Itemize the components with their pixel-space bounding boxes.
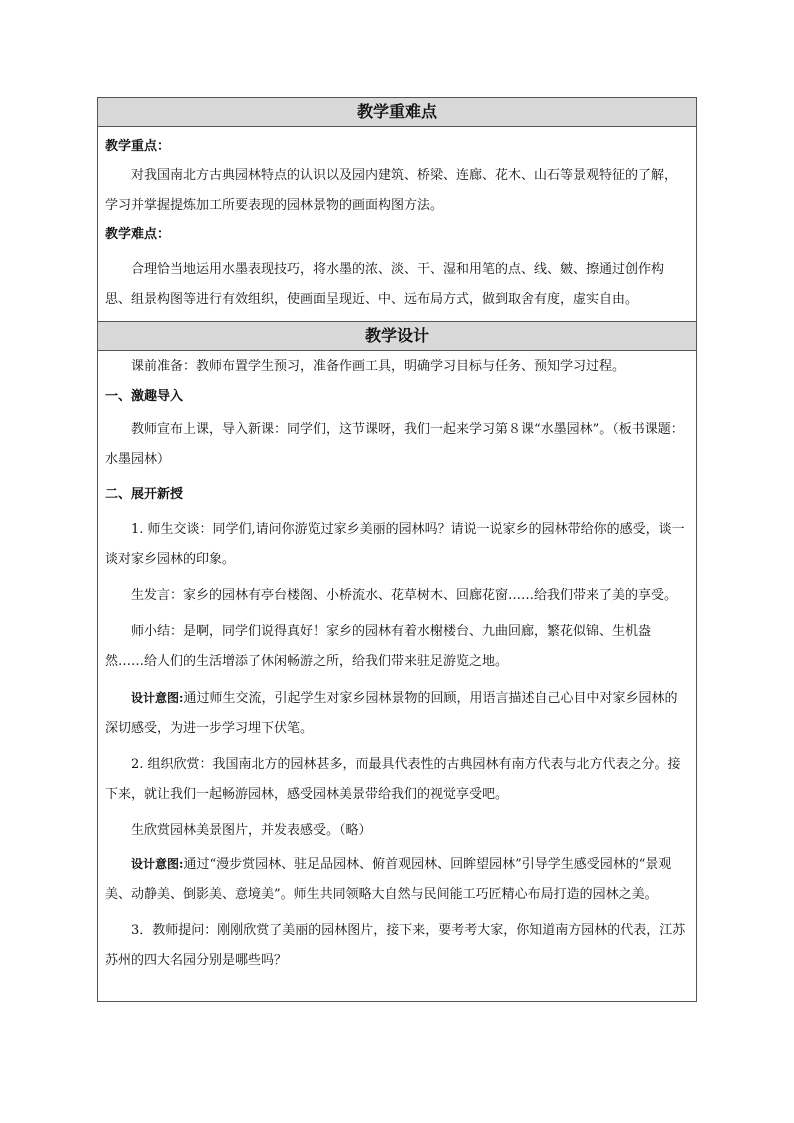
preparation-text: 课前准备：教师布置学生预习，准备作画工具，明确学习目标与任务、预知学习过程。 xyxy=(131,359,626,374)
key-points-text: 对我国南北方古典园林特点的认识以及园内建筑、桥梁、连廊、花木、山石等景观特征的了解，学习并掌握提炼加工所要表现的园林景物的画面构图方法。 xyxy=(105,168,678,213)
teaching-design-cell xyxy=(98,351,697,1002)
paragraph-teacher-question: 3．教师提问：刚刚欣赏了美丽的园林图片，接下来，要考考大家，你知道南方园林的代表，江苏苏州的四大名园分别是哪些吗？ xyxy=(105,923,686,968)
design-intent-label: 设计意图: xyxy=(131,857,184,871)
paragraph-appreciation: 2. 组织欣赏：我国南北方的园林甚多，而最具代表性的古典园林有南方代表与北方代表之分。接下来，就让我们一起畅游园林，感受园林美景带给我们的视觉享受吧。 xyxy=(105,757,681,802)
paragraph-view-pictures: 生欣赏园林美景图片，并发表感受。（略） xyxy=(131,823,372,838)
part1-heading: 一、激趣导入 xyxy=(105,389,184,404)
design-intent-label: 设计意图: xyxy=(131,691,184,705)
design-intent-text: 通过“漫步赏园林、驻足品园林、俯首观园林、回眸望园林”引导学生感受园林的“景观美、动静美、倒影美、意境美”。师生共同领略大自然与民间能工巧匠精心布局打造的园林之美。 xyxy=(105,857,672,902)
section-title-teaching-design: 教学设计 xyxy=(98,322,697,351)
paragraph-design-intent-2 xyxy=(105,849,689,910)
difficulty-text: 合理恰当地运用水墨表现技巧，将水墨的浓、淡、干、湿和用笔的点、线、皴、擦通过创作构思、组景构图等进行有效组织，使画面呈现近、中、远布局方式，做到取舍有度，虚实自由。 xyxy=(105,262,665,307)
design-intent-text: 通过师生交流，引起学生对家乡园林景物的回顾，用语言描述自己心目中对家乡园林的深切感受，为进一步学习埋下伏笔。 xyxy=(105,691,678,736)
paragraph-dialogue: 1. 师生交谈：同学们,请问你游览过家乡美丽的园林吗？请说一说家乡的园林带给你的感受，谈一谈对家乡园林的印象。 xyxy=(105,522,685,567)
key-difficulties-cell xyxy=(98,127,697,322)
lesson-plan-table xyxy=(97,97,697,1002)
paragraph-student-speech: 生发言：家乡的园林有亭台楼阁、小桥流水、花草树木、回廊花窗……给我们带来了美的享受。 xyxy=(131,588,678,603)
paragraph-teacher-summary: 师小结：是啊，同学们说得真好！家乡的园林有着水榭楼台、九曲回廊，繁花似锦、生机盎然……给人们的生活增添了休闲畅游之所，给我们带来驻足游览之地。 xyxy=(105,624,652,669)
paragraph-design-intent-1 xyxy=(105,683,689,744)
difficulty-label: 教学难点： xyxy=(105,227,171,242)
section-title-key-difficulties: 教学重难点 xyxy=(98,98,697,127)
part2-heading: 二、展开新授 xyxy=(105,487,184,502)
key-points-label: 教学重点： xyxy=(105,139,171,154)
lesson-plan-sheet xyxy=(97,97,697,1002)
part1-text: 教师宣布上课，导入新课：同学们，这节课呀，我们一起来学习第８课“水墨园林”。（板书课题：水墨园林） xyxy=(105,422,684,467)
